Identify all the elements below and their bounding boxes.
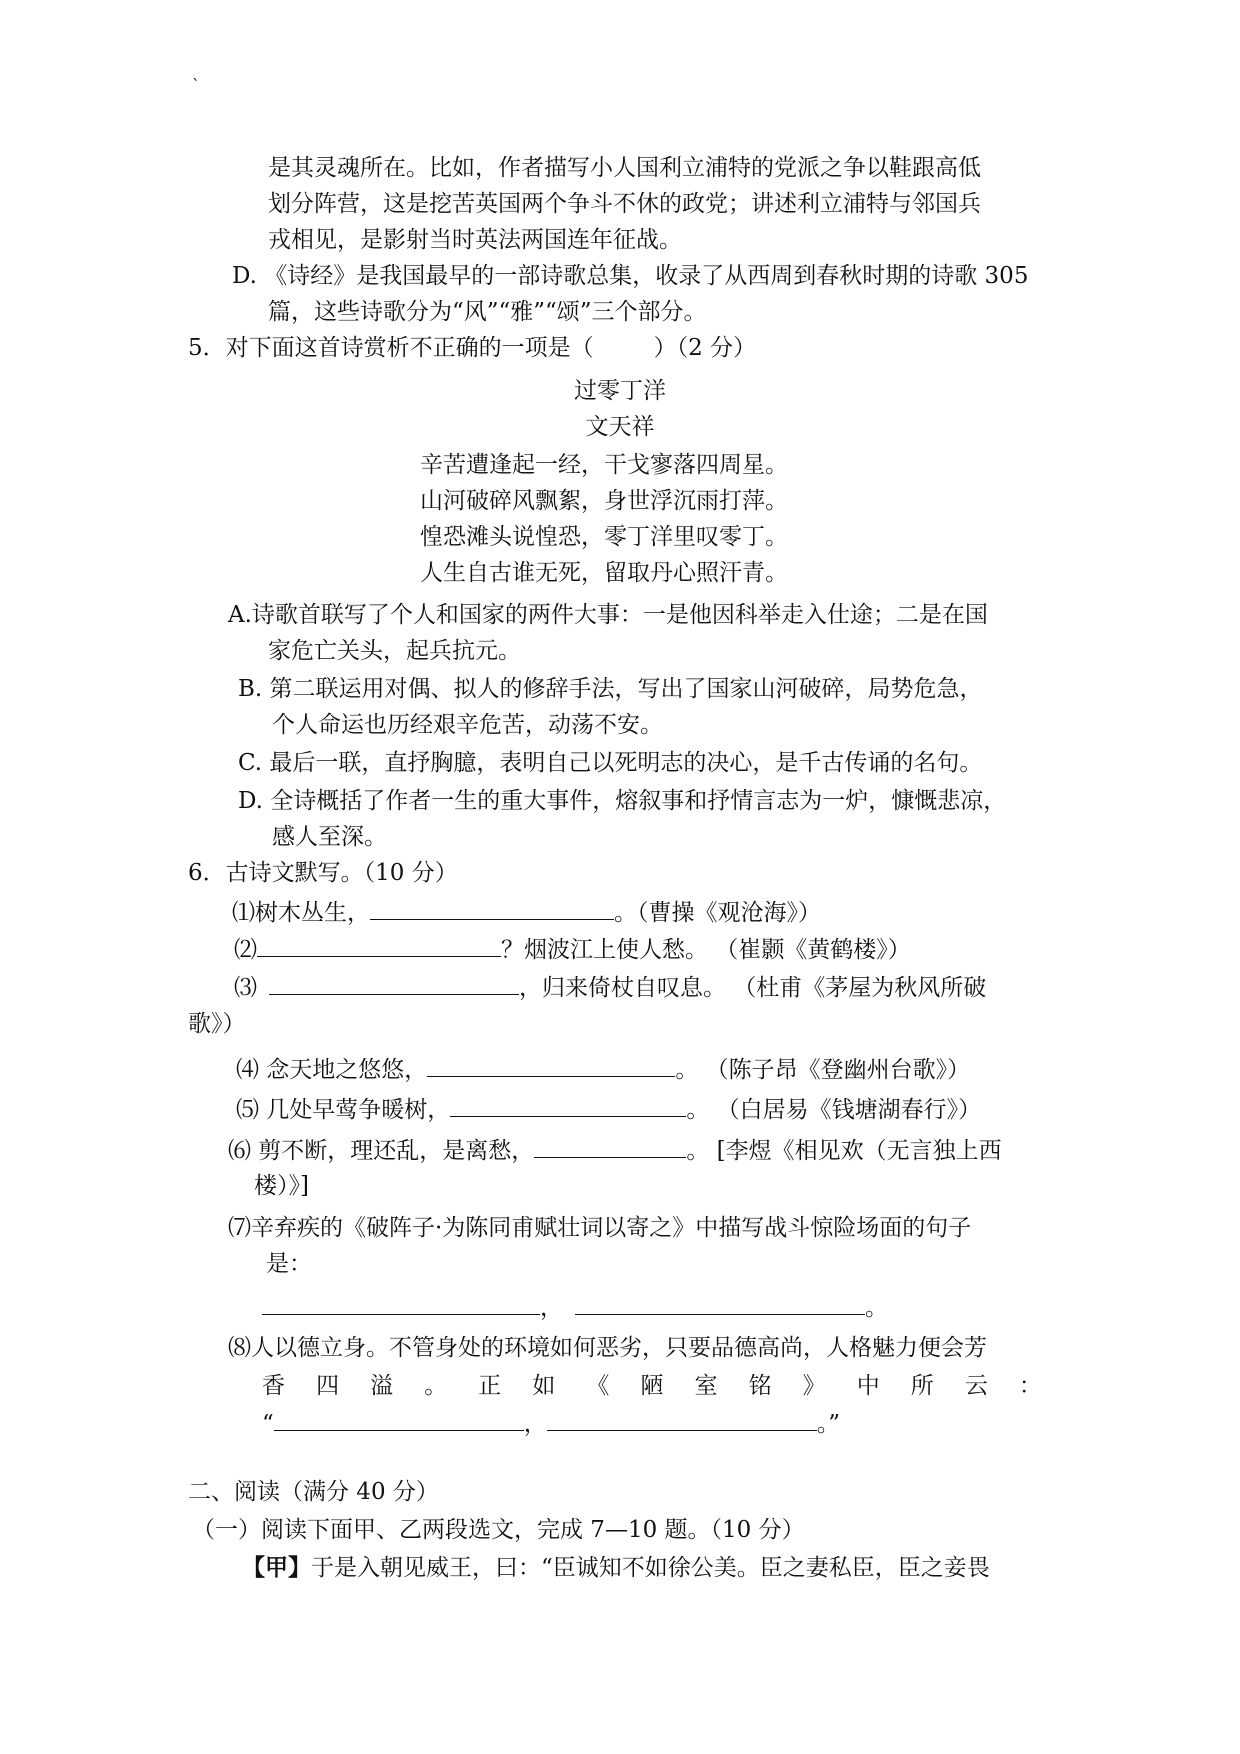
q6-item-6-source: 。 [李煜《相见欢（无言独上西 <box>686 1138 1002 1164</box>
q4-option-d-line-1: D. 《诗经》是我国最早的一部诗歌总集，收录了从西周到春秋时期的诗歌 305 <box>232 263 1029 289</box>
q6-item-4-source: 。 （陈子昂《登幽州台歌》） <box>675 1057 971 1083</box>
q6-item-8-char: ： <box>1018 1373 1042 1399</box>
q6-item-3-source: ，归来倚杖自叹息。 （杜甫《茅屋为秋风所破 <box>519 975 987 1001</box>
poem-title: 过零丁洋 <box>574 378 666 404</box>
section-2-heading: 二、阅读（满分 40 分） <box>188 1479 439 1505</box>
q6-item-8-char: 》 <box>802 1373 826 1399</box>
answer-blank[interactable] <box>547 1404 817 1431</box>
q6-item-8-char: 所 <box>910 1373 934 1399</box>
q6-item-4-prompt: ⑷ 念天地之悠悠， <box>236 1057 428 1083</box>
q6-item-2-source: ？烟波江上使人愁。 （崔颢《黄鹤楼》） <box>501 937 911 963</box>
q4-text-line-3: 戎相见，是影射当时英法两国连年征战。 <box>268 227 682 253</box>
q6-item-8-char: 《 <box>586 1373 610 1399</box>
q6-item-7-end: 。 <box>865 1295 888 1321</box>
q5-stem-score: ）（2 分） <box>653 335 757 361</box>
q6-item-1 <box>232 893 821 931</box>
q6-item-8-char: 如 <box>532 1373 556 1399</box>
q6-item-6-prompt: ⑹ 剪不断，理还乱，是离愁， <box>228 1138 535 1164</box>
q5-option-c: C. 最后一联，直抒胸臆，表明自己以死明志的决心，是千古传诵的名句。 <box>238 750 983 776</box>
q5-option-d-line-2: 感人至深。 <box>272 824 387 850</box>
q6-item-5-prompt: ⑸ 几处早莺争暖树， <box>236 1097 451 1123</box>
q5-stem <box>188 330 756 366</box>
answer-blank[interactable] <box>450 1090 686 1117</box>
q6-item-1-source: 。（曹操《观沧海》） <box>614 900 821 926</box>
page-mark: ` <box>192 76 200 95</box>
q6-item-6 <box>228 1131 1002 1169</box>
poem-line: 惶恐滩头说惶恐，零丁洋里叹零丁。 <box>420 524 788 550</box>
q6-item-8-char: 溢 <box>370 1373 394 1399</box>
q6-item-8-char: 陋 <box>640 1373 664 1399</box>
q6-item-2-number: ⑵ <box>234 937 257 963</box>
poem-line: 人生自古谁无死，留取丹心照汗青。 <box>420 560 788 586</box>
poem-line: 辛苦遭逢起一经，干戈寥落四周星。 <box>420 452 788 478</box>
q6-item-3-number: ⑶ <box>234 975 257 1001</box>
answer-blank[interactable] <box>269 968 519 995</box>
q6-item-8-blanks <box>262 1404 840 1442</box>
q6-item-7-line-1: ⑺辛弃疾的《破阵子·为陈同甫赋壮词以寄之》中描写战斗惊险场面的句子 <box>228 1215 972 1241</box>
q6-stem: 6．古诗文默写。（10 分） <box>188 860 458 886</box>
q5-option-b-line-2: 个人命运也历经艰辛危苦，动荡不安。 <box>272 712 663 738</box>
q6-item-8-char: 云 <box>964 1373 988 1399</box>
q6-item-8-line-1: ⑻人以德立身。不管身处的环境如何恶劣，只要品德高尚，人格魅力便会芳 <box>228 1335 987 1361</box>
q5-option-a-line-2: 家危亡关头，起兵抗元。 <box>268 638 521 664</box>
passage-jia-tag: 【甲】 <box>242 1554 311 1581</box>
q6-item-3-wrap: 歌》） <box>188 1011 246 1037</box>
q5-option-a-line-1: A.诗歌首联写了个人和国家的两件大事：一是他因科举走入仕途；二是在国 <box>228 602 988 628</box>
q6-item-8-char: 铭 <box>748 1373 772 1399</box>
answer-blank[interactable] <box>262 1288 540 1315</box>
q6-item-7-comma: ， <box>540 1295 563 1321</box>
passage-jia <box>242 1550 990 1586</box>
q4-text-line-2: 划分阵营，这是挖苦英国两个争斗不休的政党；讲述利立浦特与邻国兵 <box>268 191 981 217</box>
passage-jia-text: 于是入朝见威王，曰：“臣诚知不如徐公美。臣之妻私臣，臣之妾畏 <box>311 1555 990 1581</box>
q6-item-8-char: 中 <box>856 1373 880 1399</box>
q6-item-5 <box>236 1090 981 1128</box>
answer-blank[interactable] <box>370 893 614 920</box>
q6-item-7-line-2: 是： <box>266 1251 312 1277</box>
q6-item-2 <box>234 930 911 968</box>
q4-text-line-1: 是其灵魂所在。比如，作者描写小人国利立浦特的党派之争以鞋跟高低 <box>268 155 981 181</box>
q6-item-8-line-2 <box>262 1368 1042 1404</box>
q6-item-8-open-quote: “ <box>262 1411 274 1437</box>
q5-option-d-line-1: D. 全诗概括了作者一生的重大事件，熔叙事和抒情言志为一炉，慷慨悲凉， <box>238 788 1007 814</box>
q5-option-b-line-1: B. 第二联运用对偶、拟人的修辞手法，写出了国家山河破碎，局势危急， <box>238 676 983 702</box>
section-2-subheading: （一）阅读下面甲、乙两段选文，完成 7—10 题。（10 分） <box>192 1517 805 1543</box>
q6-item-8-end: 。” <box>816 1411 841 1437</box>
answer-blank[interactable] <box>575 1288 865 1315</box>
answer-blank[interactable] <box>274 1404 524 1431</box>
q6-item-8-char: 正 <box>478 1373 502 1399</box>
answer-blank[interactable] <box>257 930 501 957</box>
poem-author: 文天祥 <box>585 414 655 440</box>
poem-line: 山河破碎风飘絮，身世浮沉雨打萍。 <box>420 488 788 514</box>
answer-blank[interactable] <box>534 1131 686 1158</box>
q6-item-8-char: 。 <box>424 1373 448 1399</box>
q6-item-3 <box>234 968 986 1006</box>
q6-item-7-blanks <box>262 1288 888 1326</box>
q6-item-8-char: 四 <box>316 1373 340 1399</box>
q6-item-1-prompt: ⑴树木丛生， <box>232 900 370 926</box>
q6-item-5-source: 。 （白居易《钱塘湖春行》） <box>686 1097 982 1123</box>
q6-item-6-wrap: 楼）》] <box>254 1173 309 1199</box>
answer-blank[interactable] <box>427 1050 675 1077</box>
q6-item-4 <box>236 1050 970 1088</box>
q6-item-8-comma: ， <box>523 1411 547 1437</box>
q5-stem-text: 5．对下面这首诗赏析不正确的一项是（ <box>188 335 594 361</box>
q6-item-8-char: 香 <box>262 1373 285 1399</box>
q4-option-d-line-2: 篇，这些诗歌分为“风”“雅”“颂”三个部分。 <box>268 299 707 325</box>
q6-item-8-char: 室 <box>694 1373 718 1399</box>
